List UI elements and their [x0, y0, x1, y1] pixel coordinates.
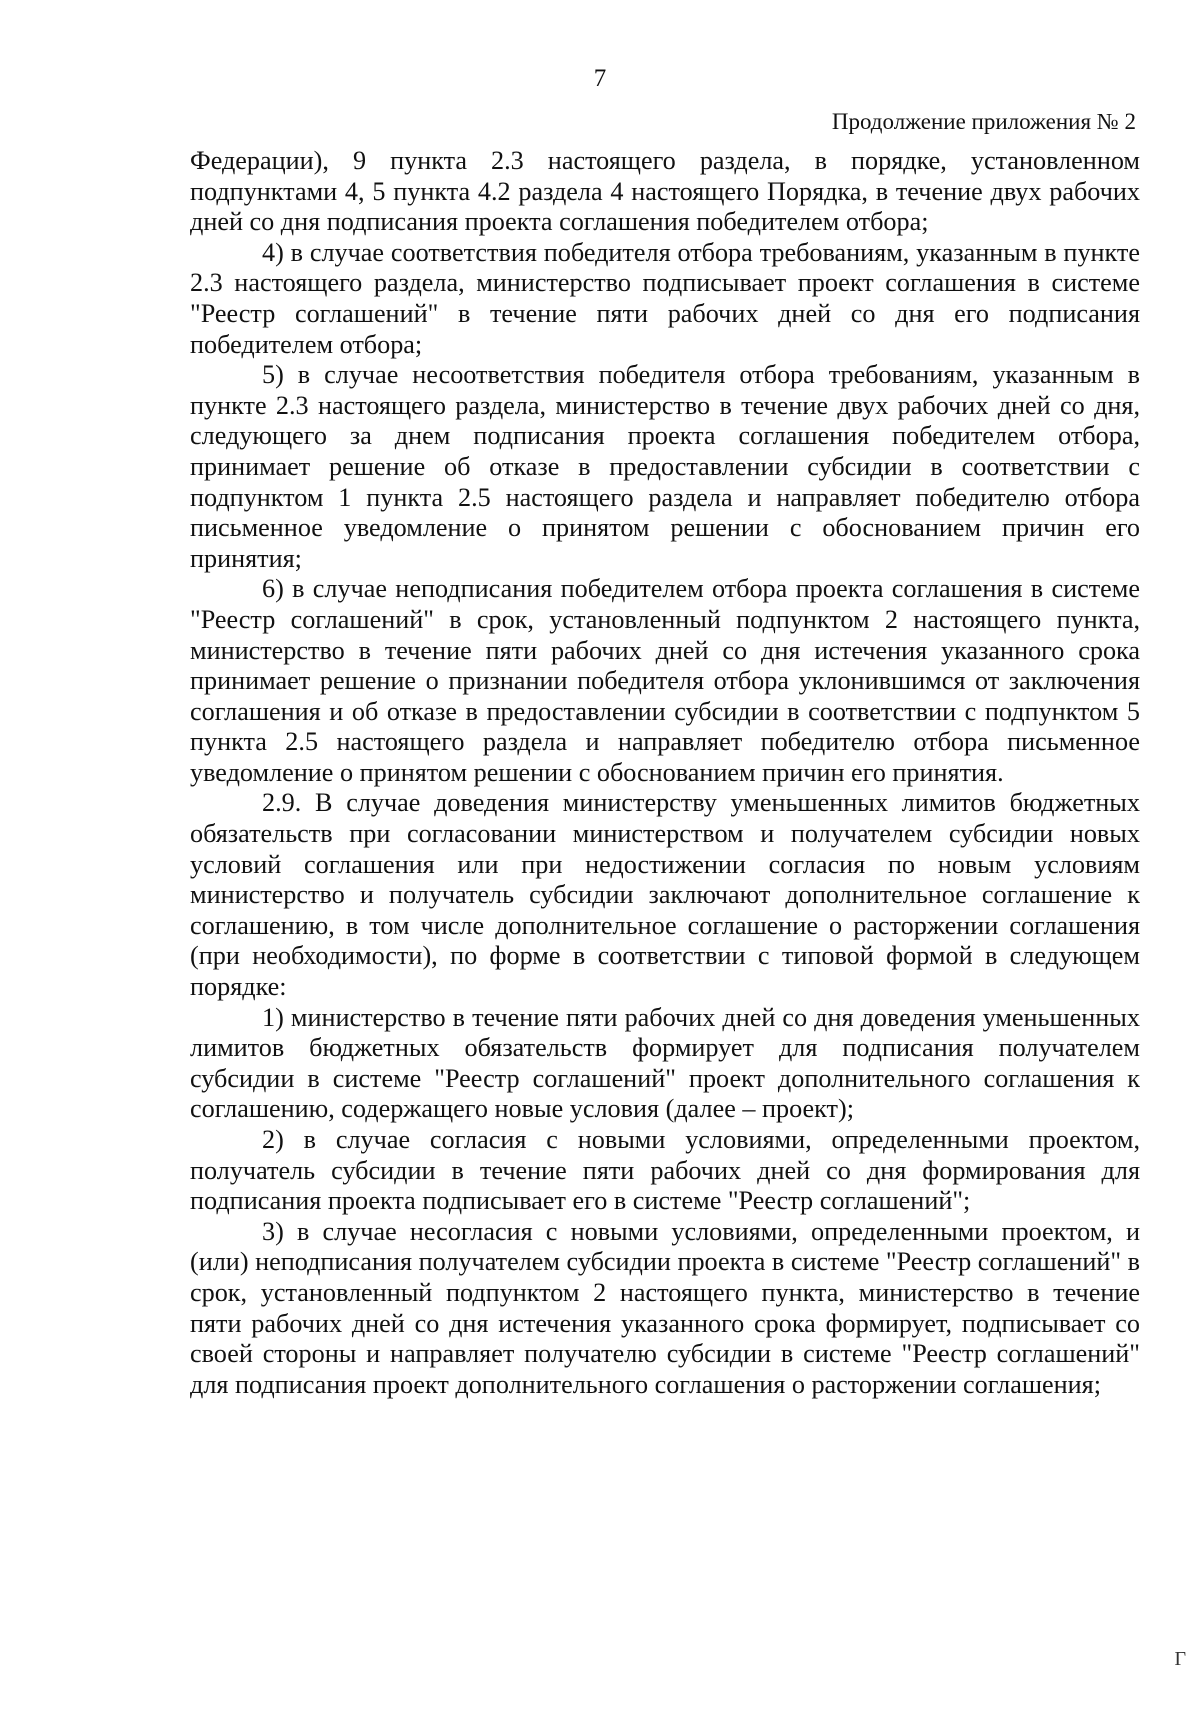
paragraph-item-4: 4) в случае соответствия победителя отбора требованиям, указанным в пункте 2.3 настоящего раздела, министерство подписывает проект соглашения в системе "Реестр соглашений" в течение пяти рабочих дней со дня его подписания победителем отбора; — [190, 237, 1140, 359]
page-number: 7 — [593, 65, 607, 92]
paragraph-continuation: Федерации), 9 пункта 2.3 настоящего раздела, в порядке, установленном подпунктами 4, 5 пункта 4.2 раздела 4 настоящего Порядка, в течение двух рабочих дней со дня подписания проекта соглашения победителем отбора; — [190, 146, 1140, 237]
paragraph-subitem-2: 2) в случае согласия с новыми условиями, определенными проектом, получатель субсидии в течение пяти рабочих дней со дня формирования для подписания проекта подписывает его в системе "Реестр соглашений"; — [190, 1125, 1140, 1216]
corner-mark: Г — [1174, 1648, 1186, 1670]
paragraph-subitem-1: 1) министерство в течение пяти рабочих дней со дня доведения уменьшенных лимитов бюджетных обязательств формирует для подписания получателем субсидии в системе "Реестр соглашений" проект дополнительного соглашения к соглашению, содержащего новые условия (далее – проект); — [190, 1002, 1140, 1124]
paragraph-item-5: 5) в случае несоответствия победителя отбора требованиям, указанным в пункте 2.3 настоящего раздела, министерство в течение двух рабочих дней со дня, следующего за днем подписания проекта соглашения победителем отбора, принимает решение об отказе в предоставлении субсидии в соответствии с подпунктом 1 пункта 2.5 настоящего раздела и направляет победителю отбора письменное уведомление о принятом решении с обоснованием причин его принятия; — [190, 360, 1140, 573]
appendix-continuation-label: Продолжение приложения № 2 — [831, 109, 1136, 134]
paragraph-subitem-3: 3) в случае несогласия с новыми условиями, определенными проектом, и (или) неподписания получателем субсидии проекта в системе "Реестр соглашений" в срок, установленный подпунктом 2 настоящего пункта, министерство в течение пяти рабочих дней со дня истечения указанного срока формирует, подписывает со своей стороны и направляет получателю субсидии в системе "Реестр соглашений" для подписания проект дополнительного соглашения о расторжении соглашения; — [190, 1216, 1140, 1399]
paragraph-section-2-9: 2.9. В случае доведения министерству уменьшенных лимитов бюджетных обязательств при согласовании министерством и получателем субсидии новых условий соглашения или при недостижении согласия по новым условиям министерство и получатель субсидии заключают дополнительное соглашение к соглашению, в том числе дополнительное соглашение о расторжении соглашения (при необходимости), по форме в соответствии с типовой формой в следующем порядке: — [190, 788, 1140, 1002]
document-body — [190, 146, 1140, 1400]
paragraph-item-6: 6) в случае неподписания победителем отбора проекта соглашения в системе "Реестр соглашений" в срок, установленный подпунктом 2 настоящего пункта, министерство в течение пяти рабочих дней со дня истечения указанного срока принимает решение о признании победителя отбора уклонившимся от заключения соглашения и об отказе в предоставлении субсидии в соответствии с подпунктом 5 пункта 2.5 настоящего раздела и направляет победителю отбора письменное уведомление о принятом решении с обоснованием причин его принятия. — [190, 574, 1140, 787]
